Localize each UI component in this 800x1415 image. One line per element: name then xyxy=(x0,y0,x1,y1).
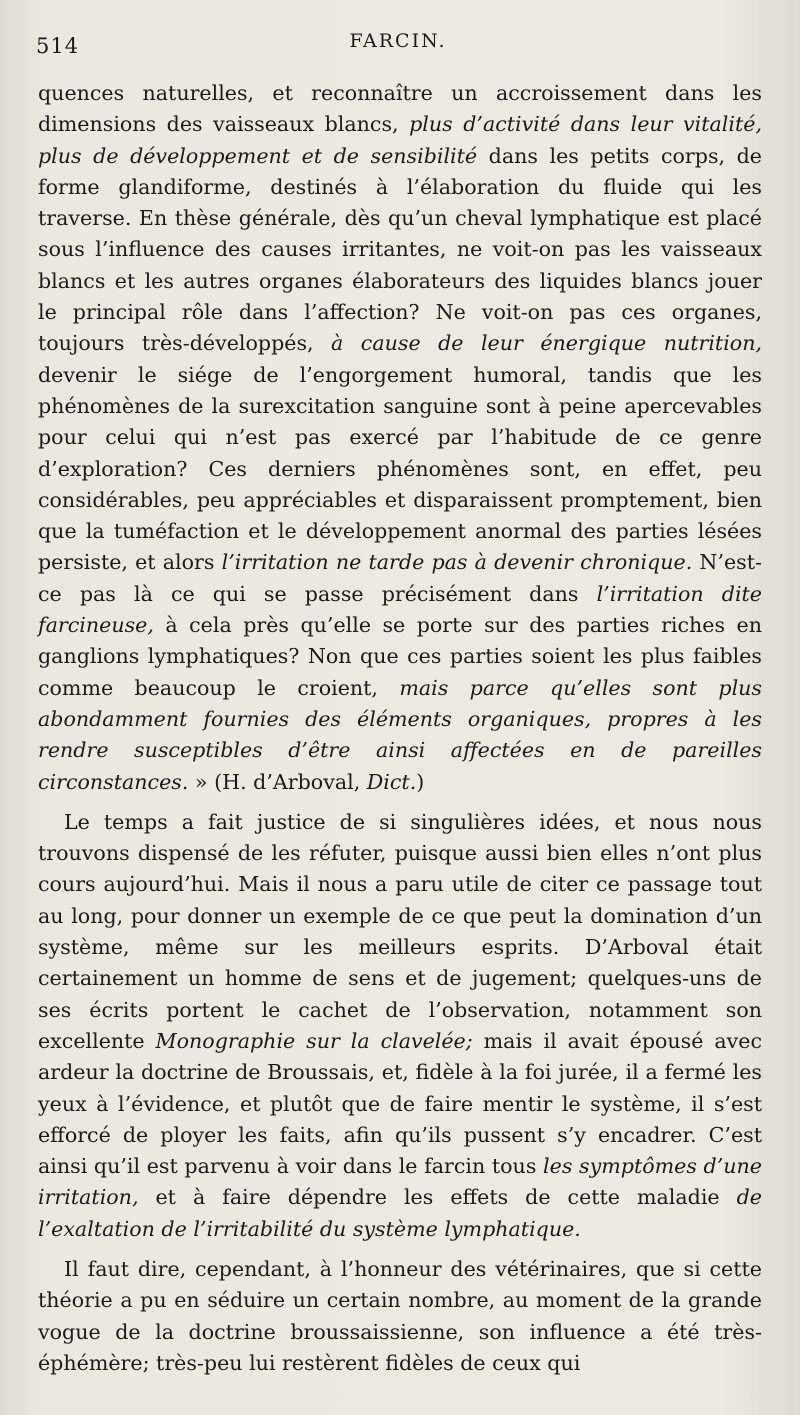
italic-text: à cause de leur énergique nutrition, xyxy=(331,331,763,356)
italic-text: Dict. xyxy=(366,769,417,794)
text-run: Le temps a fait justice de si singulières idées, et nous nous trouvons dispensé de les réfuter, puisque aussi bien elles n’ont plus cours aujourd’hui. Mais il nous a paru utile de citer ce passage tout au long, pour donner un exemple de ce que peut la domination d’un système, même sur les meilleurs esprits. D’Arboval était certainement un homme de sens et de jugement; quelques-uns de ses écrits portent le cachet de l’observation, notamment son excellente xyxy=(38,809,762,1053)
paragraph-2 xyxy=(38,807,762,1245)
paragraph-3 xyxy=(38,1254,762,1379)
text-run: quences naturelles, et reconnaître un accroissement dans les dimensions des vaisseaux blancs, xyxy=(38,81,762,137)
text-run: devenir le siége de l’engorgement humoral, tandis que les phénomènes de la surexcitation sanguine sont à peine apercevables pour celui qui n’est pas exercé par l’habitude de ce genre d’exploration? Ces derniers phénomènes sont, en effet, peu considérables, peu appréciables et disparaissent promptement, bien que la tuméfaction et le développement anormal des parties lésées persiste, et alors xyxy=(38,362,762,575)
italic-text: l’irritation dite farcineuse, xyxy=(38,581,762,638)
paragraph-1 xyxy=(38,78,762,798)
text-run: et à faire dépendre les effets de cette maladie xyxy=(138,1185,737,1210)
italic-text: l’irritation ne tarde pas à devenir chronique. xyxy=(221,550,693,575)
text-run: Il faut dire, cependant, à l’honneur des vétérinaires, que si cette théorie a pu en séduire un certain nombre, au moment de la grande vogue de la doctrine broussaissienne, son influence a été très-éphémère; très-peu lui restèrent fidèles de ceux qui xyxy=(38,1256,762,1375)
text-run: ) xyxy=(416,769,425,794)
text-run: mais il avait épousé avec ardeur la doctrine de Broussais, et, fidèle à la foi jurée, il a fermé les yeux à l’évidence, et plutôt que de faire mentir le système, il s’est efforcé de ployer les faits, afin qu’ils pussent s’y encadrer. C’est ainsi qu’il est parvenu à voir dans le farcin tous xyxy=(38,1028,762,1179)
text-run: à cela près qu’elle se porte sur des parties riches en ganglions lymphatiques? Non que ces parties soient les plus faibles comme beaucoup le croient, xyxy=(38,613,762,700)
italic-text: Monographie sur la clavelée; xyxy=(155,1028,473,1053)
text-run: » (H. d’Arboval, xyxy=(188,769,367,794)
page-number: 514 xyxy=(36,34,80,58)
italic-text: plus d’activité dans leur vitalité, plus de développement et de sensibilité xyxy=(38,112,762,168)
running-title: FARCIN. xyxy=(349,30,447,52)
text-run: N’est-ce pas là ce qui se passe précisément dans xyxy=(38,550,762,606)
italic-text: mais parce qu’elles sont plus abondamment fournies des éléments organiques, propres à les rendre susceptibles d’être ainsi affectées en de pareilles circonstances. xyxy=(38,675,763,794)
running-head xyxy=(36,24,760,64)
body-text xyxy=(38,78,762,1379)
italic-text: de l’exaltation de l’irritabilité du système lymphatique. xyxy=(38,1185,762,1241)
text-run: dans les petits corps, de forme glandiforme, destinés à l’élaboration du fluide qui les traverse. En thèse générale, dès qu’un cheval lymphatique est placé sous l’influence des causes irritantes, ne voit-on pas les vaisseaux blancs et les autres organes élaborateurs des liquides blancs jouer le principal rôle dans l’affection? Ne voit-on pas ces organes, toujours très-développés, xyxy=(38,143,762,356)
italic-text: les symptômes d’une irritation, xyxy=(38,1154,762,1210)
